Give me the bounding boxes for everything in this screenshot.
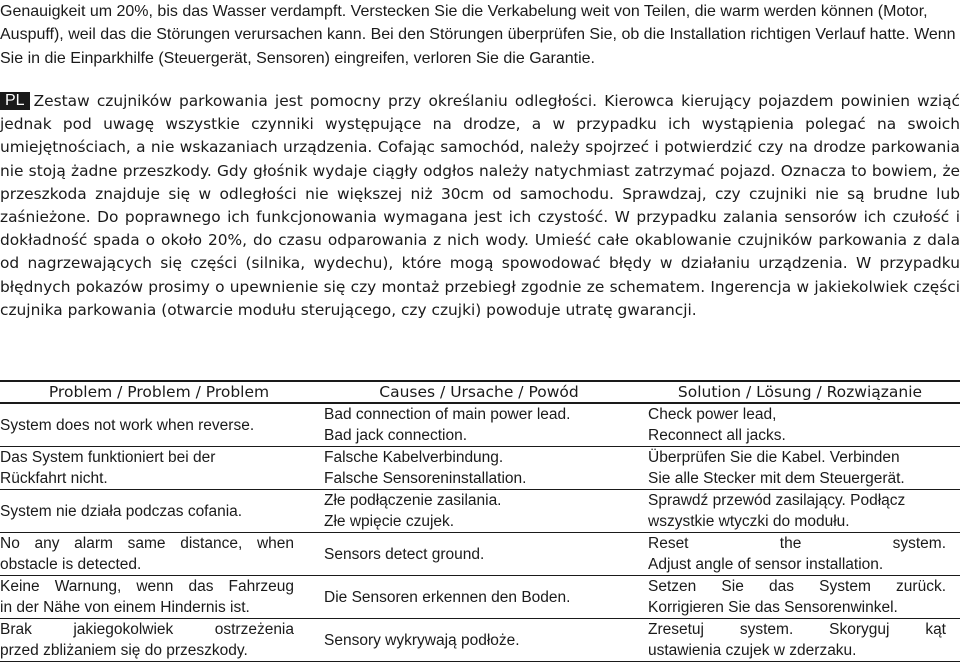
cell-line: Sie alle Stecker mit dem Steuergerät. <box>648 470 905 487</box>
problem-cell <box>0 447 318 490</box>
cell-line: Sprawdź przewód zasilający. Podłącz <box>648 492 906 509</box>
cause-cell <box>318 619 640 662</box>
solution-cell <box>640 403 960 447</box>
table-row <box>0 447 960 490</box>
cell-line: Reconnect all jacks. <box>648 427 786 444</box>
cell-line: Das System funktioniert bei der <box>0 449 216 466</box>
cell-line: No any alarm same distance, when <box>0 535 294 552</box>
cell-line: Setzen Sie das System zurück. <box>648 578 946 595</box>
cell-line: in der Nähe von einem Hindernis ist. <box>0 599 250 616</box>
polish-paragraph-text: Zestaw czujników parkowania jest pomocny przy określaniu odległości. Kierowca kierujący pojazdem powinien wziąć jednak pod uwagę wszystkie czynniki występujące na drodze, a w przypadku ich wystąpienia polegać na swoich umiejętnościach, a nie wskazaniach urządzenia. Cofając samochód, należy spojrzeć i potwierdzić czy na drodze parkowania nie stoją żadne przeszkody. Gdy głośnik wydaje ciągły odgłos należy natychmiast zatrzymać pojazd. Oznacza to bowiem, że przeszkoda znajduje się w odległości nie większej niż 30cm od samochodu. Sprawdzaj, czy czujniki nie są brudne lub zaśnieżone. Do poprawnego ich funkcjonowania wymagana jest ich czystość. W przypadku zalania sensorów ich czułość i dokładność spada o około 20%, do czasu odparowania z nich wody. Umieść całe okablowanie czujników parkowania z dala od nagrzewających się części (silnika, wydechu), które mogą spowodować błędy w działaniu urządzenia. W przypadku błędnych pokazów prosimy o upewnienie się czy montaż przebiegł zgodnie ze schematem. Ingerencja w jakiekolwiek części czujnika parkowania (otwarcie modułu sterującego, czy czujki) powoduje utratę gwarancji. <box>0 92 960 319</box>
header-solution: Solution / Lösung / Rozwiązanie <box>640 381 960 403</box>
cause-cell <box>318 490 640 533</box>
cell-line: System nie działa podczas cofania. <box>0 502 243 520</box>
language-badge-pl: PL <box>0 92 30 110</box>
polish-paragraph <box>0 90 960 322</box>
troubleshooting-table <box>0 380 960 662</box>
german-paragraph: Genauigkeit um 20%, bis das Wasser verdampft. Verstecken Sie die Verkabelung weit von Teilen, die warm werden können (Motor, Auspuff), weil das die Störungen verursachen kann. Bei den Störungen überprüfen Sie, ob die Installation richtigen Verlauf hatte. Wenn Sie in die Einparkhilfe (Steuergerät, Sensoren) eingreifen, verloren Sie die Garantie. <box>0 3 956 67</box>
cell-line: Zresetuj system. Skoryguj kąt <box>648 621 946 638</box>
cell-line: Adjust angle of sensor installation. <box>648 556 884 573</box>
cell-line: Bad jack connection. <box>324 427 468 444</box>
cell-line: System does not work when reverse. <box>0 416 255 434</box>
cell-line: Falsche Kabelverbindung. <box>324 449 504 466</box>
table-row <box>0 403 960 447</box>
solution-cell <box>640 576 960 619</box>
cell-line: ustawienia czujek w zderzaku. <box>648 642 857 659</box>
header-causes: Causes / Ursache / Powód <box>318 381 640 403</box>
problem-cell <box>0 533 318 576</box>
cell-line: przed zbliżaniem się do przeszkody. <box>0 642 248 659</box>
cell-line: Złe wpięcie czujek. <box>324 513 455 530</box>
solution-cell <box>640 490 960 533</box>
cause-cell <box>318 447 640 490</box>
cell-line: Die Sensoren erkennen den Boden. <box>324 588 571 606</box>
problem-cell <box>0 403 318 447</box>
cell-line: Bad connection of main power lead. <box>324 406 571 423</box>
cell-line: Sensory wykrywają podłoże. <box>324 631 520 649</box>
problem-cell <box>0 490 318 533</box>
cell-line: wszystkie wtyczki do modułu. <box>648 513 850 530</box>
problem-cell <box>0 619 318 662</box>
table-row <box>0 533 960 576</box>
table-row <box>0 490 960 533</box>
cell-line: obstacle is detected. <box>0 556 142 573</box>
cell-line: Korrigieren Sie das Sensorenwinkel. <box>648 599 898 616</box>
cause-cell <box>318 576 640 619</box>
cell-line: Rückfahrt nicht. <box>0 470 108 487</box>
cell-line: Złe podłączenie zasilania. <box>324 492 502 509</box>
cell-line: Reset the system. <box>648 535 946 552</box>
cell-line: Überprüfen Sie die Kabel. Verbinden <box>648 449 900 466</box>
problem-cell <box>0 576 318 619</box>
cell-line: Check power lead, <box>648 406 777 423</box>
cell-line: Brak jakiegokolwiek ostrzeżenia <box>0 621 294 638</box>
cell-line: Falsche Sensoreninstallation. <box>324 470 527 487</box>
table-row <box>0 619 960 662</box>
cause-cell <box>318 533 640 576</box>
solution-cell <box>640 619 960 662</box>
header-problem: Problem / Problem / Problem <box>0 381 318 403</box>
table-header-row <box>0 381 960 403</box>
solution-cell <box>640 447 960 490</box>
cell-line: Keine Warnung, wenn das Fahrzeug <box>0 578 294 595</box>
table-row <box>0 576 960 619</box>
solution-cell <box>640 533 960 576</box>
cause-cell <box>318 403 640 447</box>
cell-line: Sensors detect ground. <box>324 545 485 563</box>
